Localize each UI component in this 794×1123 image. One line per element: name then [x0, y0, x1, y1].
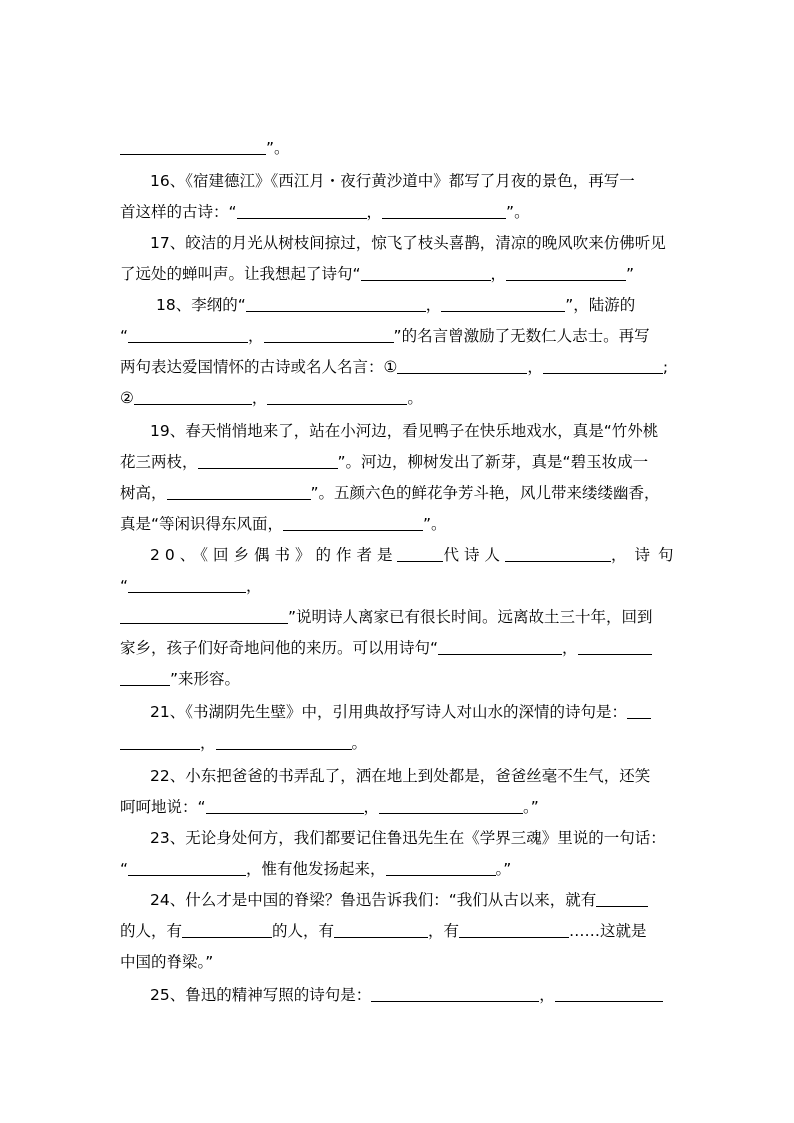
text: ”。河边，柳树发出了新芽，真是“碧玉妆成一 — [337, 453, 649, 471]
text: ， — [562, 639, 578, 657]
text: 呵呵地说：“ — [120, 798, 206, 816]
blank-line — [128, 860, 246, 876]
text: 代诗人 — [443, 546, 505, 564]
text: ，有 — [428, 922, 460, 940]
question-25 — [150, 986, 663, 1004]
blank-line — [237, 203, 367, 219]
line — [120, 608, 653, 626]
blank-line — [397, 546, 443, 562]
line — [120, 577, 262, 595]
blank-line — [198, 453, 338, 469]
text: 19、春天悄悄地来了，站在小河边，看见鸭子在快乐地戏水，真是“竹外桃 — [150, 422, 659, 440]
text: 真是“等闲识得东风面， — [120, 515, 284, 533]
blank-line — [543, 358, 663, 374]
text: 花三两枝， — [120, 453, 198, 471]
text: ”说明诗人离家已有很长时间。远离故土三十年，回到 — [288, 608, 653, 626]
blank-line — [128, 327, 248, 343]
blank-line — [596, 891, 648, 907]
line — [120, 453, 648, 471]
question-21 — [150, 703, 651, 721]
text: “ — [120, 577, 129, 595]
text: ， — [366, 203, 383, 221]
blank-line — [371, 986, 539, 1002]
blank-line — [397, 358, 527, 374]
text: ， — [527, 358, 543, 376]
blank-line — [438, 639, 562, 655]
text: ; — [662, 358, 669, 376]
text: ， — [425, 296, 442, 314]
text: 18、李纲的“ — [156, 296, 246, 314]
text: ， — [363, 798, 380, 816]
blank-line — [555, 986, 663, 1002]
question-24 — [150, 891, 648, 909]
text: “ — [120, 327, 129, 345]
line — [120, 734, 367, 752]
blank-line — [578, 639, 652, 655]
blank-line — [334, 922, 428, 938]
blank-line — [134, 389, 252, 405]
blank-line — [379, 798, 523, 814]
blank-line — [627, 703, 651, 719]
text: ”。 — [506, 203, 530, 221]
text: ， — [246, 577, 262, 595]
text: ， — [539, 986, 555, 1004]
line — [120, 139, 290, 157]
blank-line — [441, 296, 565, 312]
text: 25、鲁迅的精神写照的诗句是： — [150, 986, 372, 1004]
blank-line — [267, 389, 407, 405]
text: 两句表达爱国情怀的古诗或名人名言：① — [120, 358, 398, 376]
text: ”。 — [266, 139, 290, 157]
text: ， — [251, 389, 268, 407]
blank-line — [167, 484, 311, 500]
text: ”。 — [423, 515, 447, 533]
line — [120, 265, 634, 283]
blank-line — [506, 265, 626, 281]
text: ” — [626, 265, 635, 283]
text: ，诗句 — [611, 546, 682, 564]
text: 23、无论身处何方，我们都要记住鲁迅先生在《学界三魂》里说的一句话： — [150, 829, 666, 847]
line — [120, 389, 423, 407]
question-23 — [150, 829, 666, 847]
blank-line — [128, 577, 246, 593]
text: 24、什么才是中国的脊梁？鲁迅告诉我们：“我们从古以来，就有 — [150, 891, 597, 909]
text: “ — [120, 860, 129, 878]
text: 。” — [495, 860, 512, 878]
blank-line — [120, 670, 170, 686]
text: 中国的脊梁。” — [120, 953, 214, 971]
text: ”，陆游的 — [565, 296, 636, 314]
blank-line — [361, 265, 491, 281]
text: 。 — [351, 734, 368, 752]
text: ② — [120, 389, 134, 407]
blank-line — [264, 327, 394, 343]
blank-line — [505, 546, 611, 562]
text: 17、皎洁的月光从树枝间掠过，惊飞了枝头喜鹊，清凉的晚风吹来仿佛听见 — [150, 234, 666, 252]
line — [120, 922, 647, 940]
text: ……这就是 — [569, 922, 647, 940]
text: 树高， — [120, 484, 167, 502]
question-19 — [150, 422, 658, 440]
line — [120, 953, 213, 971]
text: 的人，有 — [120, 922, 183, 940]
blank-line — [120, 734, 200, 750]
blank-line — [386, 860, 496, 876]
text: ， — [200, 734, 216, 752]
blank-line — [206, 798, 364, 814]
blank-line — [120, 608, 288, 624]
text: 。 — [407, 389, 423, 407]
blank-line — [246, 296, 426, 312]
text: ”的名言曾激励了无数仁人志士。再写 — [393, 327, 650, 345]
question-20 — [150, 546, 682, 564]
text: ”。五颜六色的鲜花争芳斗艳，风儿带来缕缕幽香， — [310, 484, 660, 502]
question-18 — [156, 296, 635, 314]
text: 22、小东把爸爸的书弄乱了，洒在地上到处都是，爸爸丝毫不生气，还笑 — [150, 767, 651, 785]
line — [120, 358, 668, 376]
text: 20、《回乡偶书》的作者是 — [150, 546, 398, 564]
line — [120, 670, 240, 688]
question-22 — [150, 767, 650, 785]
text: ，惟有他发扬起来， — [246, 860, 386, 878]
question-17 — [150, 234, 666, 252]
line — [120, 860, 511, 878]
text: ”来形容。 — [170, 670, 241, 688]
text: ， — [248, 327, 264, 345]
line — [120, 484, 660, 502]
blank-line — [283, 515, 423, 531]
blank-line — [182, 922, 272, 938]
text: 21、《书湖阴先生壁》中，引用典故抒写诗人对山水的深情的诗句是： — [150, 703, 627, 721]
line — [120, 203, 530, 221]
text: 。” — [523, 798, 539, 816]
text: 首这样的古诗：“ — [120, 203, 237, 221]
text: 16、《宿建德江》《西江月・夜行黄沙道中》都写了月夜的景色，再写一 — [150, 172, 635, 190]
blank-line — [216, 734, 352, 750]
blank-line — [382, 203, 506, 219]
blank-line — [459, 922, 569, 938]
text: 的人，有 — [272, 922, 335, 940]
line — [120, 798, 539, 816]
text: 了远处的蝉叫声。让我想起了诗句“ — [120, 265, 361, 283]
text: ， — [490, 265, 507, 283]
text: 家乡，孩子们好奇地问他的来历。可以用诗句“ — [120, 639, 439, 657]
line — [120, 639, 652, 657]
question-16 — [150, 172, 635, 190]
blank-line — [120, 139, 266, 155]
line — [120, 515, 447, 533]
line — [120, 327, 650, 345]
